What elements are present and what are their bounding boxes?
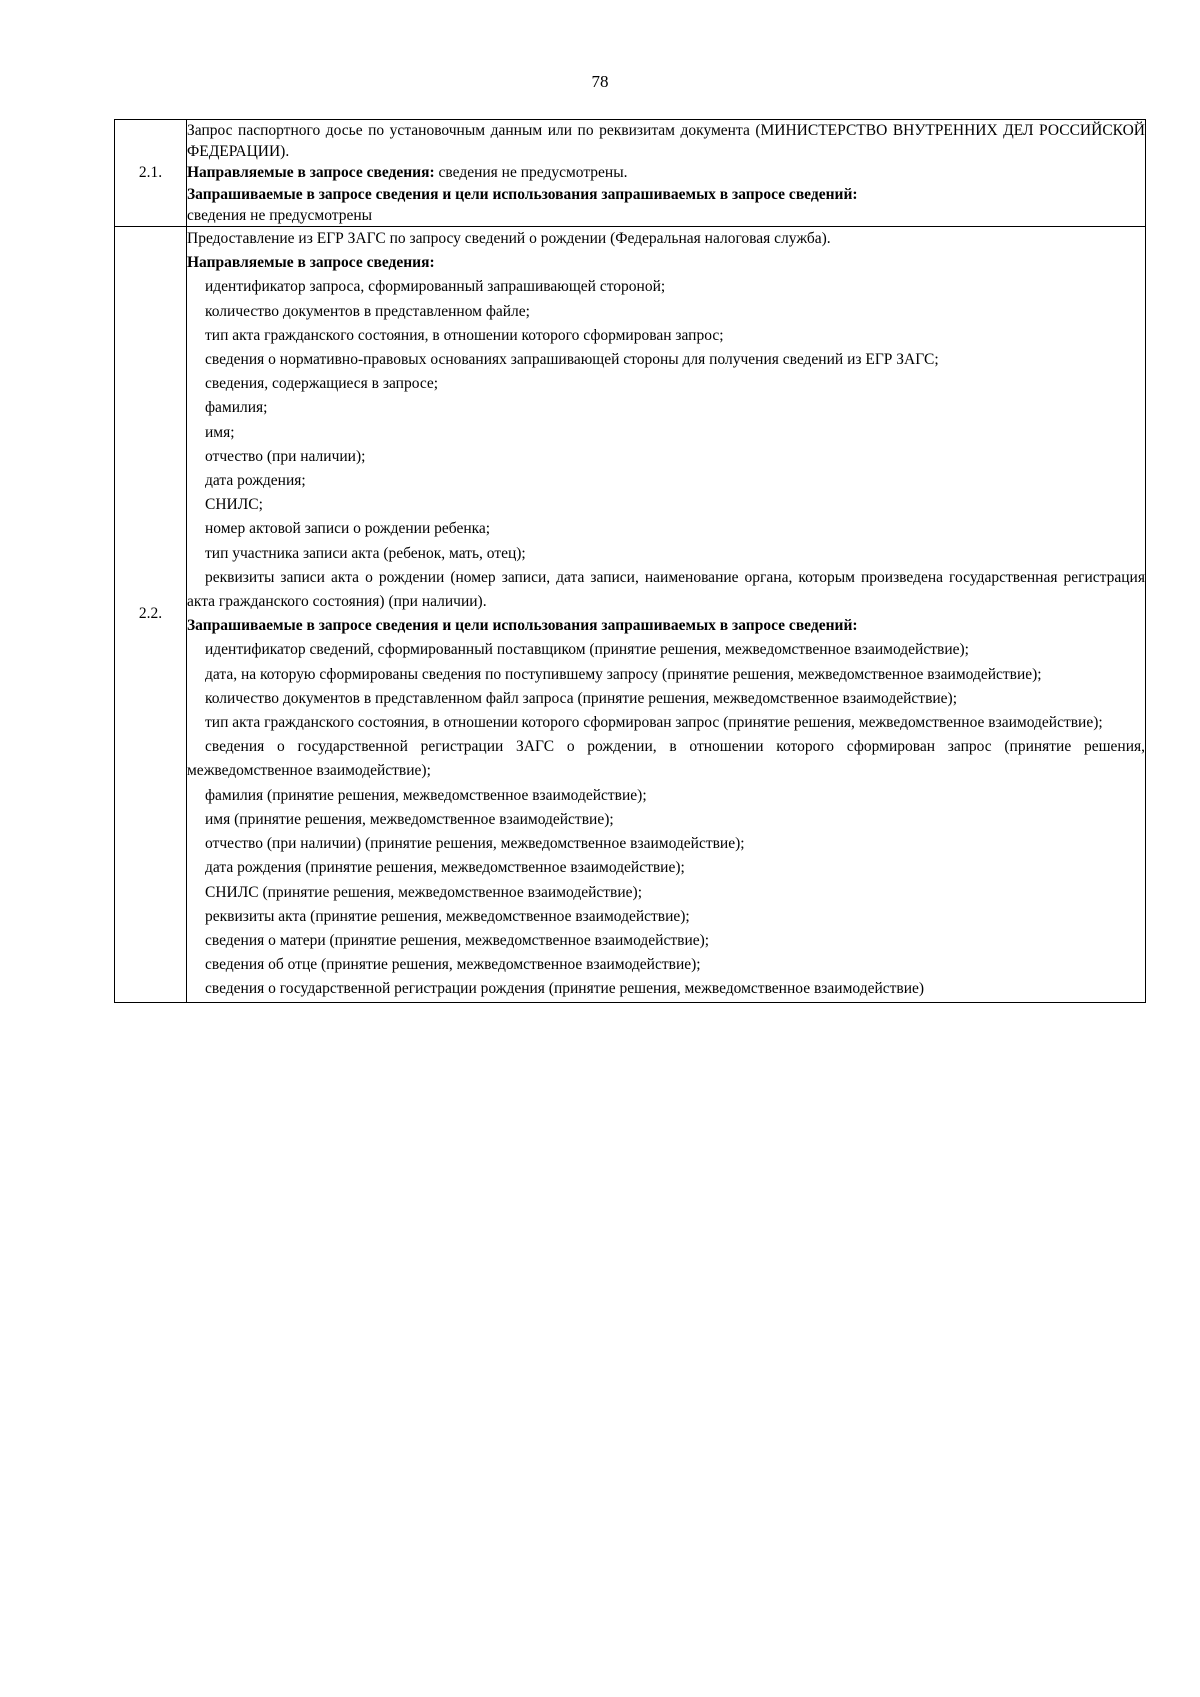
list-item: номер актовой записи о рождении ребенка;: [205, 520, 491, 538]
list-item: СНИЛС;: [205, 496, 263, 514]
list-item: сведения, содержащиеся в запросе;: [205, 375, 439, 393]
sent-info: [187, 162, 1145, 183]
sent-label: Направляемые в запросе сведения:: [187, 164, 435, 182]
list-item: отчество (при наличии) (принятие решения, межведомственное взаимодействие);: [205, 835, 745, 853]
list-item: количество документов в представленном файл запроса (принятие решения, межведомственное взаимодействие);: [205, 689, 958, 707]
row-title: Запрос паспортного досье по установочным данным или по реквизитам документа (МИНИСТЕРСТВО ВНУТРЕННИХ ДЕЛ РОССИЙСКОЙ ФЕДЕРАЦИИ).: [187, 122, 1145, 161]
list-item: сведения о государственной регистрации ЗАГС о рождении, в отношении которого сформирован запрос (принятие решения, межведомственное взаимодействие);: [187, 738, 1145, 780]
list-item: дата рождения (принятие решения, межведомственное взаимодействие);: [205, 859, 685, 877]
list-item: сведения о государственной регистрации рождения (принятие решения, межведомственное взаимодействие): [205, 980, 925, 998]
list-item: тип участника записи акта (ребенок, мать, отец);: [205, 544, 526, 562]
list-item: фамилия;: [205, 399, 268, 417]
list-item: имя (принятие решения, межведомственное взаимодействие);: [205, 810, 614, 828]
row-content: [187, 120, 1146, 227]
list-item: сведения о нормативно-правовых основаниях запрашивающей стороны для получения сведений из ЕГР ЗАГС;: [205, 351, 939, 369]
list-item: идентификатор запроса, сформированный запрашивающей стороной;: [205, 278, 666, 296]
document-table: [114, 119, 1146, 1003]
list-item: СНИЛС (принятие решения, межведомственное взаимодействие);: [205, 883, 643, 901]
list-item: реквизиты записи акта о рождении (номер записи, дата записи, наименование органа, которым произведена государственная регистрация акта гражданского состояния) (при наличии).: [187, 568, 1145, 611]
list-item: реквизиты акта (принятие решения, межведомственное взаимодействие);: [205, 907, 690, 925]
list-item: тип акта гражданского состояния, в отношении которого сформирован запрос;: [205, 326, 724, 344]
row-number: 2.1.: [115, 120, 187, 227]
requested-label: Запрашиваемые в запросе сведения и цели использования запрашиваемых в запросе сведений:: [187, 617, 858, 635]
list-item: фамилия (принятие решения, межведомственное взаимодействие);: [205, 786, 647, 804]
sent-label: Направляемые в запросе сведения:: [187, 254, 435, 272]
row-number: 2.2.: [115, 227, 187, 1003]
list-item: количество документов в представленном файле;: [205, 302, 530, 320]
table-row: [115, 227, 1146, 1003]
list-item: сведения об отце (принятие решения, межведомственное взаимодействие);: [205, 956, 701, 974]
requested-text: сведения не предусмотрены: [187, 206, 373, 224]
page-number: 78: [591, 72, 609, 91]
list-item: тип акта гражданского состояния, в отношении которого сформирован запрос (принятие решения, межведомственное взаимодействие);: [205, 714, 1103, 732]
list-item: имя;: [205, 423, 235, 441]
list-item: дата, на которую сформированы сведения по поступившему запросу (принятие решения, межведомственное взаимодействие);: [205, 665, 1042, 683]
row-title: Предоставление из ЕГР ЗАГС по запросу сведений о рождении (Федеральная налоговая служба).: [187, 230, 831, 248]
list-item: дата рождения;: [205, 472, 306, 490]
list-item: идентификатор сведений, сформированный поставщиком (принятие решения, межведомственное взаимодействие);: [205, 641, 969, 659]
row-content: [187, 227, 1146, 1003]
requested-label: Запрашиваемые в запросе сведения и цели использования запрашиваемых в запросе сведений:: [187, 185, 858, 203]
sent-text: сведения не предусмотрены.: [434, 164, 628, 182]
table-row: [115, 120, 1146, 227]
list-item: сведения о матери (принятие решения, межведомственное взаимодействие);: [205, 931, 710, 949]
list-item: отчество (при наличии);: [205, 447, 366, 465]
